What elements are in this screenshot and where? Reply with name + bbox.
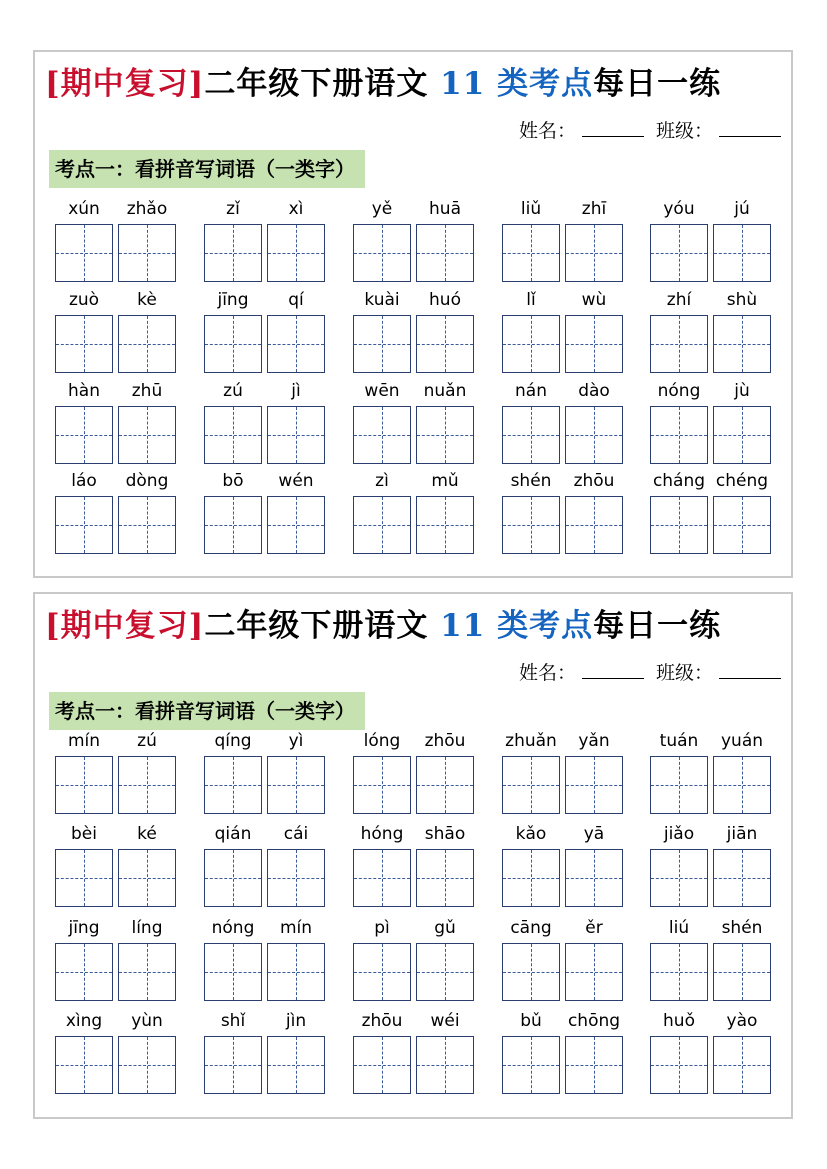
pinyin-label: shǐ [220,1011,246,1031]
pinyin-label: zú [223,381,243,401]
tianzi-writing-box[interactable] [118,406,176,464]
word-item [353,470,476,560]
word-item [502,730,625,820]
tianzi-writing-box[interactable] [650,1036,708,1094]
word-item [353,917,476,1007]
pinyin-label: gǔ [434,918,456,938]
tianzi-writing-box[interactable] [713,406,771,464]
pinyin-label: jú [734,199,750,219]
worksheet-card-2 [33,592,793,1119]
word-item [502,198,625,288]
pinyin-label: shén [510,471,552,491]
pinyin-label: yào [726,1011,758,1031]
tianzi-writing-box[interactable] [565,943,623,1001]
name-label: 姓名： [518,662,576,684]
pinyin-label: nóng [211,918,255,938]
word-item [55,917,178,1007]
tianzi-writing-box[interactable] [55,496,113,554]
tianzi-writing-box[interactable] [55,1036,113,1094]
pinyin-label: qí [288,290,304,310]
word-row [35,730,791,820]
title-grade: 二年级下册语文 [204,608,429,644]
class-field[interactable] [719,122,781,137]
tianzi-writing-box[interactable] [55,406,113,464]
tianzi-writing-box[interactable] [204,315,262,373]
word-item [55,380,178,470]
tianzi-writing-box[interactable] [502,496,560,554]
word-row [35,380,791,470]
pinyin-label: shù [726,290,758,310]
word-item [650,470,773,560]
word-item [650,823,773,913]
title-topic: 类考点 [497,66,594,102]
tianzi-writing-box[interactable] [416,849,474,907]
tianzi-writing-box[interactable] [267,943,325,1001]
pinyin-label: zhōu [573,471,615,491]
pinyin-label: zuò [68,290,100,310]
tianzi-writing-box[interactable] [118,849,176,907]
tianzi-writing-box[interactable] [55,943,113,1001]
tianzi-writing-box[interactable] [267,496,325,554]
pinyin-label: yóu [663,199,695,219]
pinyin-label: ké [137,824,157,844]
pinyin-label: zhōu [361,1011,403,1031]
tianzi-writing-box[interactable] [353,406,411,464]
word-item [55,289,178,379]
pinyin-label: wù [581,290,607,310]
tianzi-writing-box[interactable] [204,406,262,464]
word-item [650,730,773,820]
pinyin-label: jì [291,381,301,401]
tianzi-writing-box[interactable] [502,406,560,464]
tianzi-writing-box[interactable] [204,943,262,1001]
tianzi-writing-box[interactable] [204,224,262,282]
pinyin-label: zhī [581,199,607,219]
tianzi-writing-box[interactable] [118,1036,176,1094]
pinyin-label: yā [583,824,605,844]
word-item [353,1010,476,1100]
name-field[interactable] [582,122,644,137]
tianzi-writing-box[interactable] [353,756,411,814]
tianzi-writing-box[interactable] [565,224,623,282]
tianzi-writing-box[interactable] [565,406,623,464]
tianzi-writing-box[interactable] [416,496,474,554]
tianzi-writing-box[interactable] [118,756,176,814]
word-item [353,380,476,470]
pinyin-label: mín [279,918,313,938]
student-info [519,658,781,685]
tianzi-writing-box[interactable] [353,224,411,282]
title-bracket: [期中复习] [45,608,205,644]
pinyin-label: huǒ [663,1011,695,1031]
tianzi-writing-box[interactable] [650,224,708,282]
tianzi-writing-box[interactable] [713,1036,771,1094]
pinyin-label: cháng [652,471,706,491]
word-item [650,380,773,470]
pinyin-label: shāo [424,824,466,844]
word-item [55,198,178,288]
word-row [35,1010,791,1100]
pinyin-label: pì [374,918,390,938]
pinyin-label: zhí [666,290,692,310]
pinyin-label: shén [721,918,763,938]
pinyin-label: zhū [131,381,163,401]
word-item [353,730,476,820]
pinyin-label: zǐ [226,199,240,219]
word-item [204,730,327,820]
pinyin-label: bǔ [520,1011,542,1031]
pinyin-label: kǎo [515,824,547,844]
word-item [204,198,327,288]
pinyin-label: dòng [125,471,169,491]
pinyin-label: zhǎo [126,199,168,219]
tianzi-writing-box[interactable] [55,315,113,373]
word-item [650,917,773,1007]
tianzi-writing-box[interactable] [267,315,325,373]
pinyin-label: jiān [726,824,758,844]
worksheet-title [45,62,721,106]
class-field[interactable] [719,664,781,679]
pinyin-label: yě [371,199,393,219]
tianzi-writing-box[interactable] [502,756,560,814]
tianzi-writing-box[interactable] [650,849,708,907]
pinyin-label: lóng [363,731,401,751]
word-row [35,470,791,560]
pinyin-label: bō [222,471,244,491]
tianzi-writing-box[interactable] [204,849,262,907]
worksheet-card-1 [33,50,793,578]
word-item [353,823,476,913]
pinyin-label: tuán [659,731,699,751]
pinyin-label: jù [734,381,750,401]
class-label: 班级： [655,662,713,684]
word-item [55,730,178,820]
pinyin-label: hàn [68,381,100,401]
pinyin-label: wéi [430,1011,460,1031]
pinyin-label: zì [375,471,389,491]
pinyin-label: nuǎn [423,381,467,401]
word-item [502,470,625,560]
class-label: 班级： [655,120,713,142]
tianzi-writing-box[interactable] [650,406,708,464]
student-info [519,116,781,143]
pinyin-label: kuài [364,290,400,310]
tianzi-writing-box[interactable] [565,496,623,554]
pinyin-label: xìng [65,1011,103,1031]
word-item [204,470,327,560]
word-item [502,1010,625,1100]
word-item [650,289,773,379]
tianzi-writing-box[interactable] [565,315,623,373]
word-item [502,917,625,1007]
tianzi-writing-box[interactable] [118,943,176,1001]
pinyin-label: chéng [715,471,769,491]
section-title: 考点一：看拼音写词语（一类字） [49,150,365,188]
title-tail: 每日一练 [593,66,722,102]
title-grade: 二年级下册语文 [204,66,429,102]
pinyin-label: yùn [131,1011,163,1031]
pinyin-label: jīng [68,918,100,938]
word-item [55,470,178,560]
tianzi-writing-box[interactable] [267,224,325,282]
tianzi-writing-box[interactable] [416,943,474,1001]
tianzi-writing-box[interactable] [267,1036,325,1094]
name-field[interactable] [582,664,644,679]
tianzi-writing-box[interactable] [416,224,474,282]
tianzi-writing-box[interactable] [650,496,708,554]
pinyin-label: qíng [214,731,252,751]
pinyin-label: zhuǎn [505,731,557,751]
tianzi-writing-box[interactable] [713,315,771,373]
pinyin-label: cái [283,824,309,844]
tianzi-writing-box[interactable] [267,756,325,814]
tianzi-writing-box[interactable] [353,849,411,907]
tianzi-writing-box[interactable] [650,756,708,814]
tianzi-writing-box[interactable] [204,496,262,554]
tianzi-writing-box[interactable] [118,496,176,554]
pinyin-label: xì [288,199,304,219]
pinyin-label: chōng [567,1011,621,1031]
title-bracket: [期中复习] [45,66,205,102]
tianzi-writing-box[interactable] [713,496,771,554]
tianzi-writing-box[interactable] [353,1036,411,1094]
tianzi-writing-box[interactable] [502,849,560,907]
tianzi-writing-box[interactable] [565,756,623,814]
worksheet-title [45,604,721,648]
tianzi-writing-box[interactable] [118,315,176,373]
pinyin-label: huā [429,199,461,219]
pinyin-label: jīng [217,290,249,310]
pinyin-label: bèi [71,824,97,844]
pinyin-label: jìn [285,1011,307,1031]
pinyin-label: zhōu [424,731,466,751]
tianzi-writing-box[interactable] [502,1036,560,1094]
word-item [204,380,327,470]
tianzi-writing-box[interactable] [650,315,708,373]
tianzi-writing-box[interactable] [416,406,474,464]
pinyin-label: líng [131,918,163,938]
tianzi-writing-box[interactable] [267,849,325,907]
pinyin-label: kè [137,290,157,310]
word-row [35,917,791,1007]
pinyin-label: nán [515,381,547,401]
pinyin-label: dào [578,381,610,401]
pinyin-label: hóng [360,824,404,844]
pinyin-label: cāng [510,918,552,938]
word-row [35,289,791,379]
title-count: 11 [440,66,486,102]
word-item [353,289,476,379]
word-row [35,823,791,913]
word-item [502,289,625,379]
tianzi-writing-box[interactable] [565,849,623,907]
word-item [204,917,327,1007]
pinyin-label: xún [68,199,100,219]
section-title: 考点一：看拼音写词语（一类字） [49,692,365,730]
pinyin-label: zú [137,731,157,751]
word-item [55,823,178,913]
pinyin-label: mín [67,731,101,751]
word-item [650,198,773,288]
tianzi-writing-box[interactable] [416,315,474,373]
tianzi-writing-box[interactable] [267,406,325,464]
word-item [55,1010,178,1100]
name-label: 姓名： [518,120,576,142]
word-item [502,380,625,470]
tianzi-writing-box[interactable] [713,224,771,282]
pinyin-label: wén [278,471,314,491]
pinyin-label: láo [71,471,97,491]
pinyin-label: qián [214,824,252,844]
tianzi-writing-box[interactable] [353,943,411,1001]
tianzi-writing-box[interactable] [204,1036,262,1094]
pinyin-label: liú [668,918,690,938]
pinyin-label: yuán [720,731,764,751]
tianzi-writing-box[interactable] [55,224,113,282]
tianzi-writing-box[interactable] [55,849,113,907]
pinyin-label: lǐ [526,290,536,310]
word-row [35,198,791,288]
pinyin-label: mǔ [431,471,459,491]
tianzi-writing-box[interactable] [502,224,560,282]
pinyin-label: liǔ [520,199,542,219]
tianzi-writing-box[interactable] [502,315,560,373]
word-item [204,823,327,913]
word-item [650,1010,773,1100]
word-item [502,823,625,913]
word-item [353,198,476,288]
tianzi-writing-box[interactable] [713,849,771,907]
pinyin-label: ěr [585,918,603,938]
tianzi-writing-box[interactable] [650,943,708,1001]
tianzi-writing-box[interactable] [118,224,176,282]
title-topic: 类考点 [497,608,594,644]
tianzi-writing-box[interactable] [416,756,474,814]
pinyin-label: yì [288,731,304,751]
word-item [204,289,327,379]
pinyin-label: yǎn [578,731,610,751]
tianzi-writing-box[interactable] [416,1036,474,1094]
title-count: 11 [440,608,486,644]
pinyin-label: wēn [364,381,400,401]
tianzi-writing-box[interactable] [565,1036,623,1094]
tianzi-writing-box[interactable] [713,756,771,814]
tianzi-writing-box[interactable] [353,315,411,373]
title-tail: 每日一练 [593,608,722,644]
pinyin-label: nóng [657,381,701,401]
tianzi-writing-box[interactable] [502,943,560,1001]
word-item [204,1010,327,1100]
tianzi-writing-box[interactable] [204,756,262,814]
pinyin-label: jiǎo [663,824,695,844]
pinyin-label: huó [429,290,461,310]
tianzi-writing-box[interactable] [55,756,113,814]
tianzi-writing-box[interactable] [353,496,411,554]
tianzi-writing-box[interactable] [713,943,771,1001]
